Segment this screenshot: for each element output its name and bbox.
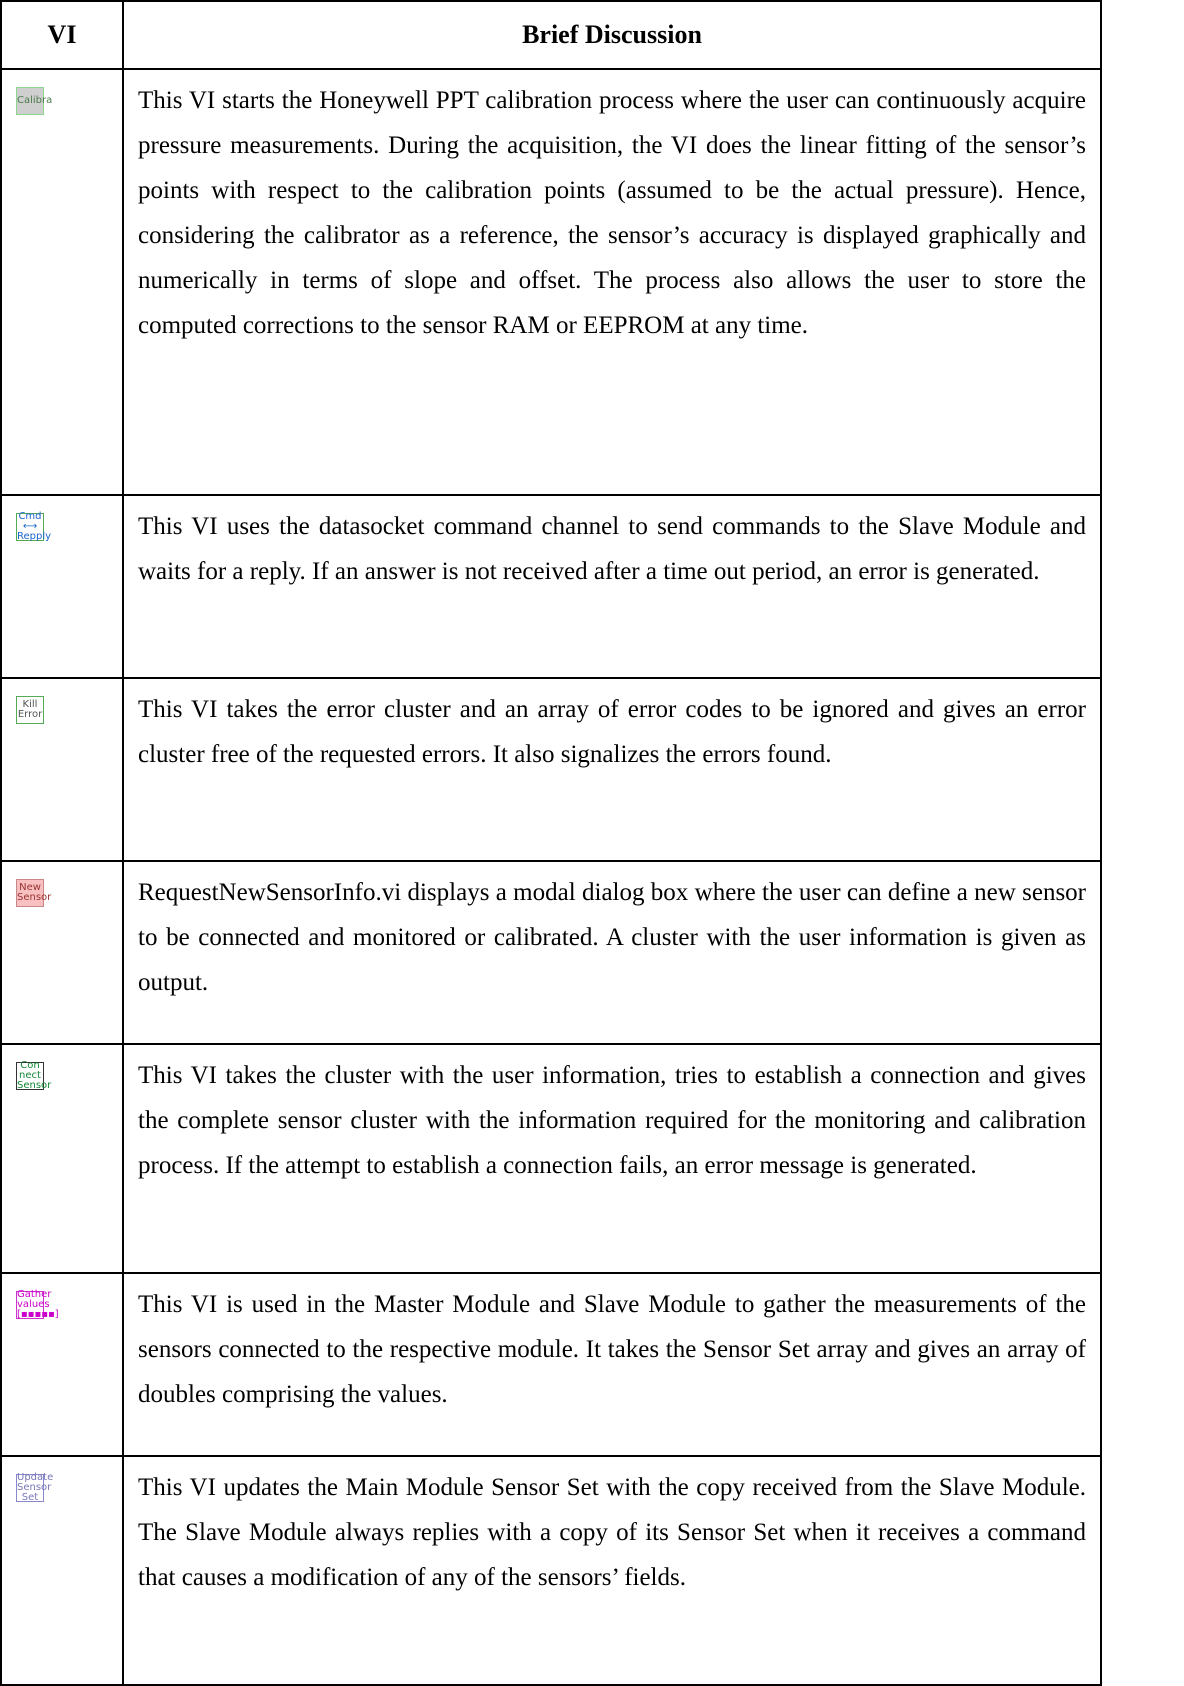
table-body <box>1 69 1101 1685</box>
vi-description: This VI takes the error cluster and an array of error codes to be ignored and gives an error cluster free of the requested errors. It also signalizes the errors found. <box>123 678 1101 861</box>
vi-icon-cell <box>1 861 123 1044</box>
vi-description: This VI is used in the Master Module and Slave Module to gather the measurements of the sensors connected to the respective module. It takes the Sensor Set array and gives an array of doubles comprising the values. <box>123 1273 1101 1456</box>
vi-description: This VI starts the Honeywell PPT calibration process where the user can continuously acquire pressure measurements. During the acquisition, the VI does the linear fitting of the sensor’s points with respect to the calibration points (assumed to be the actual pressure). Hence, considering the calibrator as a reference, the sensor’s accuracy is displayed graphically and numerically in terms of slope and offset. The process also allows the user to store the computed corrections to the sensor RAM or EEPROM at any time. <box>123 69 1101 495</box>
vi-icon-label: values <box>17 1299 50 1310</box>
vi-icon-cell <box>1 1273 123 1456</box>
vi-icon-label: Kill <box>22 699 38 710</box>
vi-description: RequestNewSensorInfo.vi displays a modal dialog box where the user can define a new sensor to be connected and monitored or calibrated. A cluster with the user information is given as output. <box>123 861 1101 1044</box>
vi-icon-label: Sensor <box>17 1080 52 1091</box>
vi-description: This VI updates the Main Module Sensor Set with the copy received from the Slave Module. The Slave Module always replies with a copy of its Sensor Set when it receives a command that causes a modification of any of the sensors’ fields. <box>123 1456 1101 1685</box>
vi-icon-label: Cmd <box>18 511 42 522</box>
new-sensor-vi-icon <box>16 879 52 907</box>
vi-icon-label: Con <box>20 1060 40 1071</box>
table-row <box>1 69 1101 495</box>
discussion-column-header: Brief Discussion <box>123 1 1101 69</box>
vi-icon-label: New <box>19 882 41 893</box>
vi-icon-cell <box>1 1456 123 1685</box>
vi-icon-cell <box>1 678 123 861</box>
vi-icon-label: Sensor <box>17 892 52 903</box>
table-row <box>1 861 1101 1044</box>
vi-description: This VI uses the datasocket command channel to send commands to the Slave Module and waits for a reply. If an answer is not received after a time out period, an error is generated. <box>123 495 1101 678</box>
table-row <box>1 1044 1101 1273</box>
vi-icon-label: Error <box>17 709 43 720</box>
update-sensor-set-vi-icon <box>16 1472 54 1503</box>
vi-icon-label: Update <box>17 1472 54 1483</box>
vi-icon-label: Set <box>21 1492 39 1503</box>
table-row <box>1 1273 1101 1456</box>
table-header-row <box>1 1 1101 69</box>
connect-sensor-vi-icon <box>16 1060 52 1091</box>
vi-icon-cell <box>1 1044 123 1273</box>
table-row <box>1 678 1101 861</box>
vi-icon-label: Repply <box>17 531 52 542</box>
gather-values-vi-icon <box>16 1289 59 1320</box>
cmd-reply-vi-icon <box>16 511 52 542</box>
vi-column-header: VI <box>1 1 123 69</box>
vi-icon-label: Calibra <box>17 95 53 106</box>
vi-icon-label: [▪▪▪▪▪] <box>17 1309 59 1320</box>
vi-icon-label: Gather <box>17 1289 52 1300</box>
calibrate-vi-icon <box>16 87 53 115</box>
table-row <box>1 1456 1101 1685</box>
table-row <box>1 495 1101 678</box>
vi-icon-cell <box>1 495 123 678</box>
vi-icon-label: ⟷ <box>22 521 38 532</box>
vi-icon-label: Sensor <box>17 1482 52 1493</box>
vi-icon-label: nect <box>19 1070 41 1081</box>
kill-error-vi-icon <box>16 696 44 724</box>
vi-description: This VI takes the cluster with the user information, tries to establish a connection and gives the complete sensor cluster with the information required for the monitoring and calibration process. If the attempt to establish a connection fails, an error message is generated. <box>123 1044 1101 1273</box>
vi-icon-cell <box>1 69 123 495</box>
